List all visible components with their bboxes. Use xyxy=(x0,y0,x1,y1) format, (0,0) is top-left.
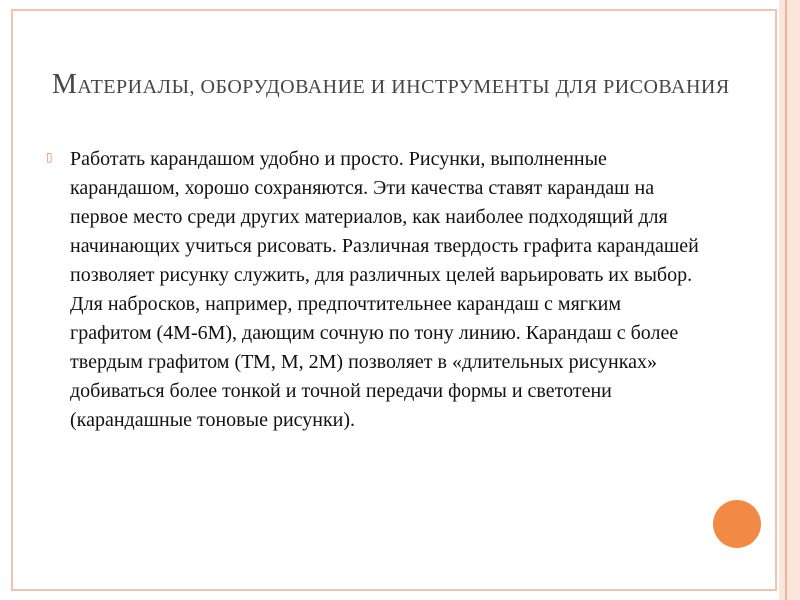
orange-circle-decoration xyxy=(713,500,761,548)
bullet-icon: ▯ xyxy=(46,150,53,164)
slide-content xyxy=(46,145,706,435)
slide-body-text: Работать карандашом удобно и просто. Рисунки, выполненные карандашом, хорошо сохраняются. Эти качества ставят карандаш на первое место среди других материалов, как наиболее подходящий для начинающих учиться рисовать. Различная твердость графита карандашей позволяет рисунку служить, для различных целей варьировать их выбор. Для набросков, например, предпочтительнее карандаш с мягким графитом (4М-6М), дающим сочную по тону линию. Карандаш с более твердым графитом (ТМ, М, 2М) позволяет в «длительных рисунках» добиваться более тонкой и точной передачи формы и светотени (карандашные тоновые рисунки). xyxy=(70,148,699,431)
slide-title: МАТЕРИАЛЫ, ОБОРУДОВАНИЕ И ИНСТРУМЕНТЫ ДЛЯ РИСОВАНИЯ xyxy=(52,69,730,100)
right-decorative-strip xyxy=(779,0,800,600)
right-decorative-line xyxy=(785,0,787,600)
